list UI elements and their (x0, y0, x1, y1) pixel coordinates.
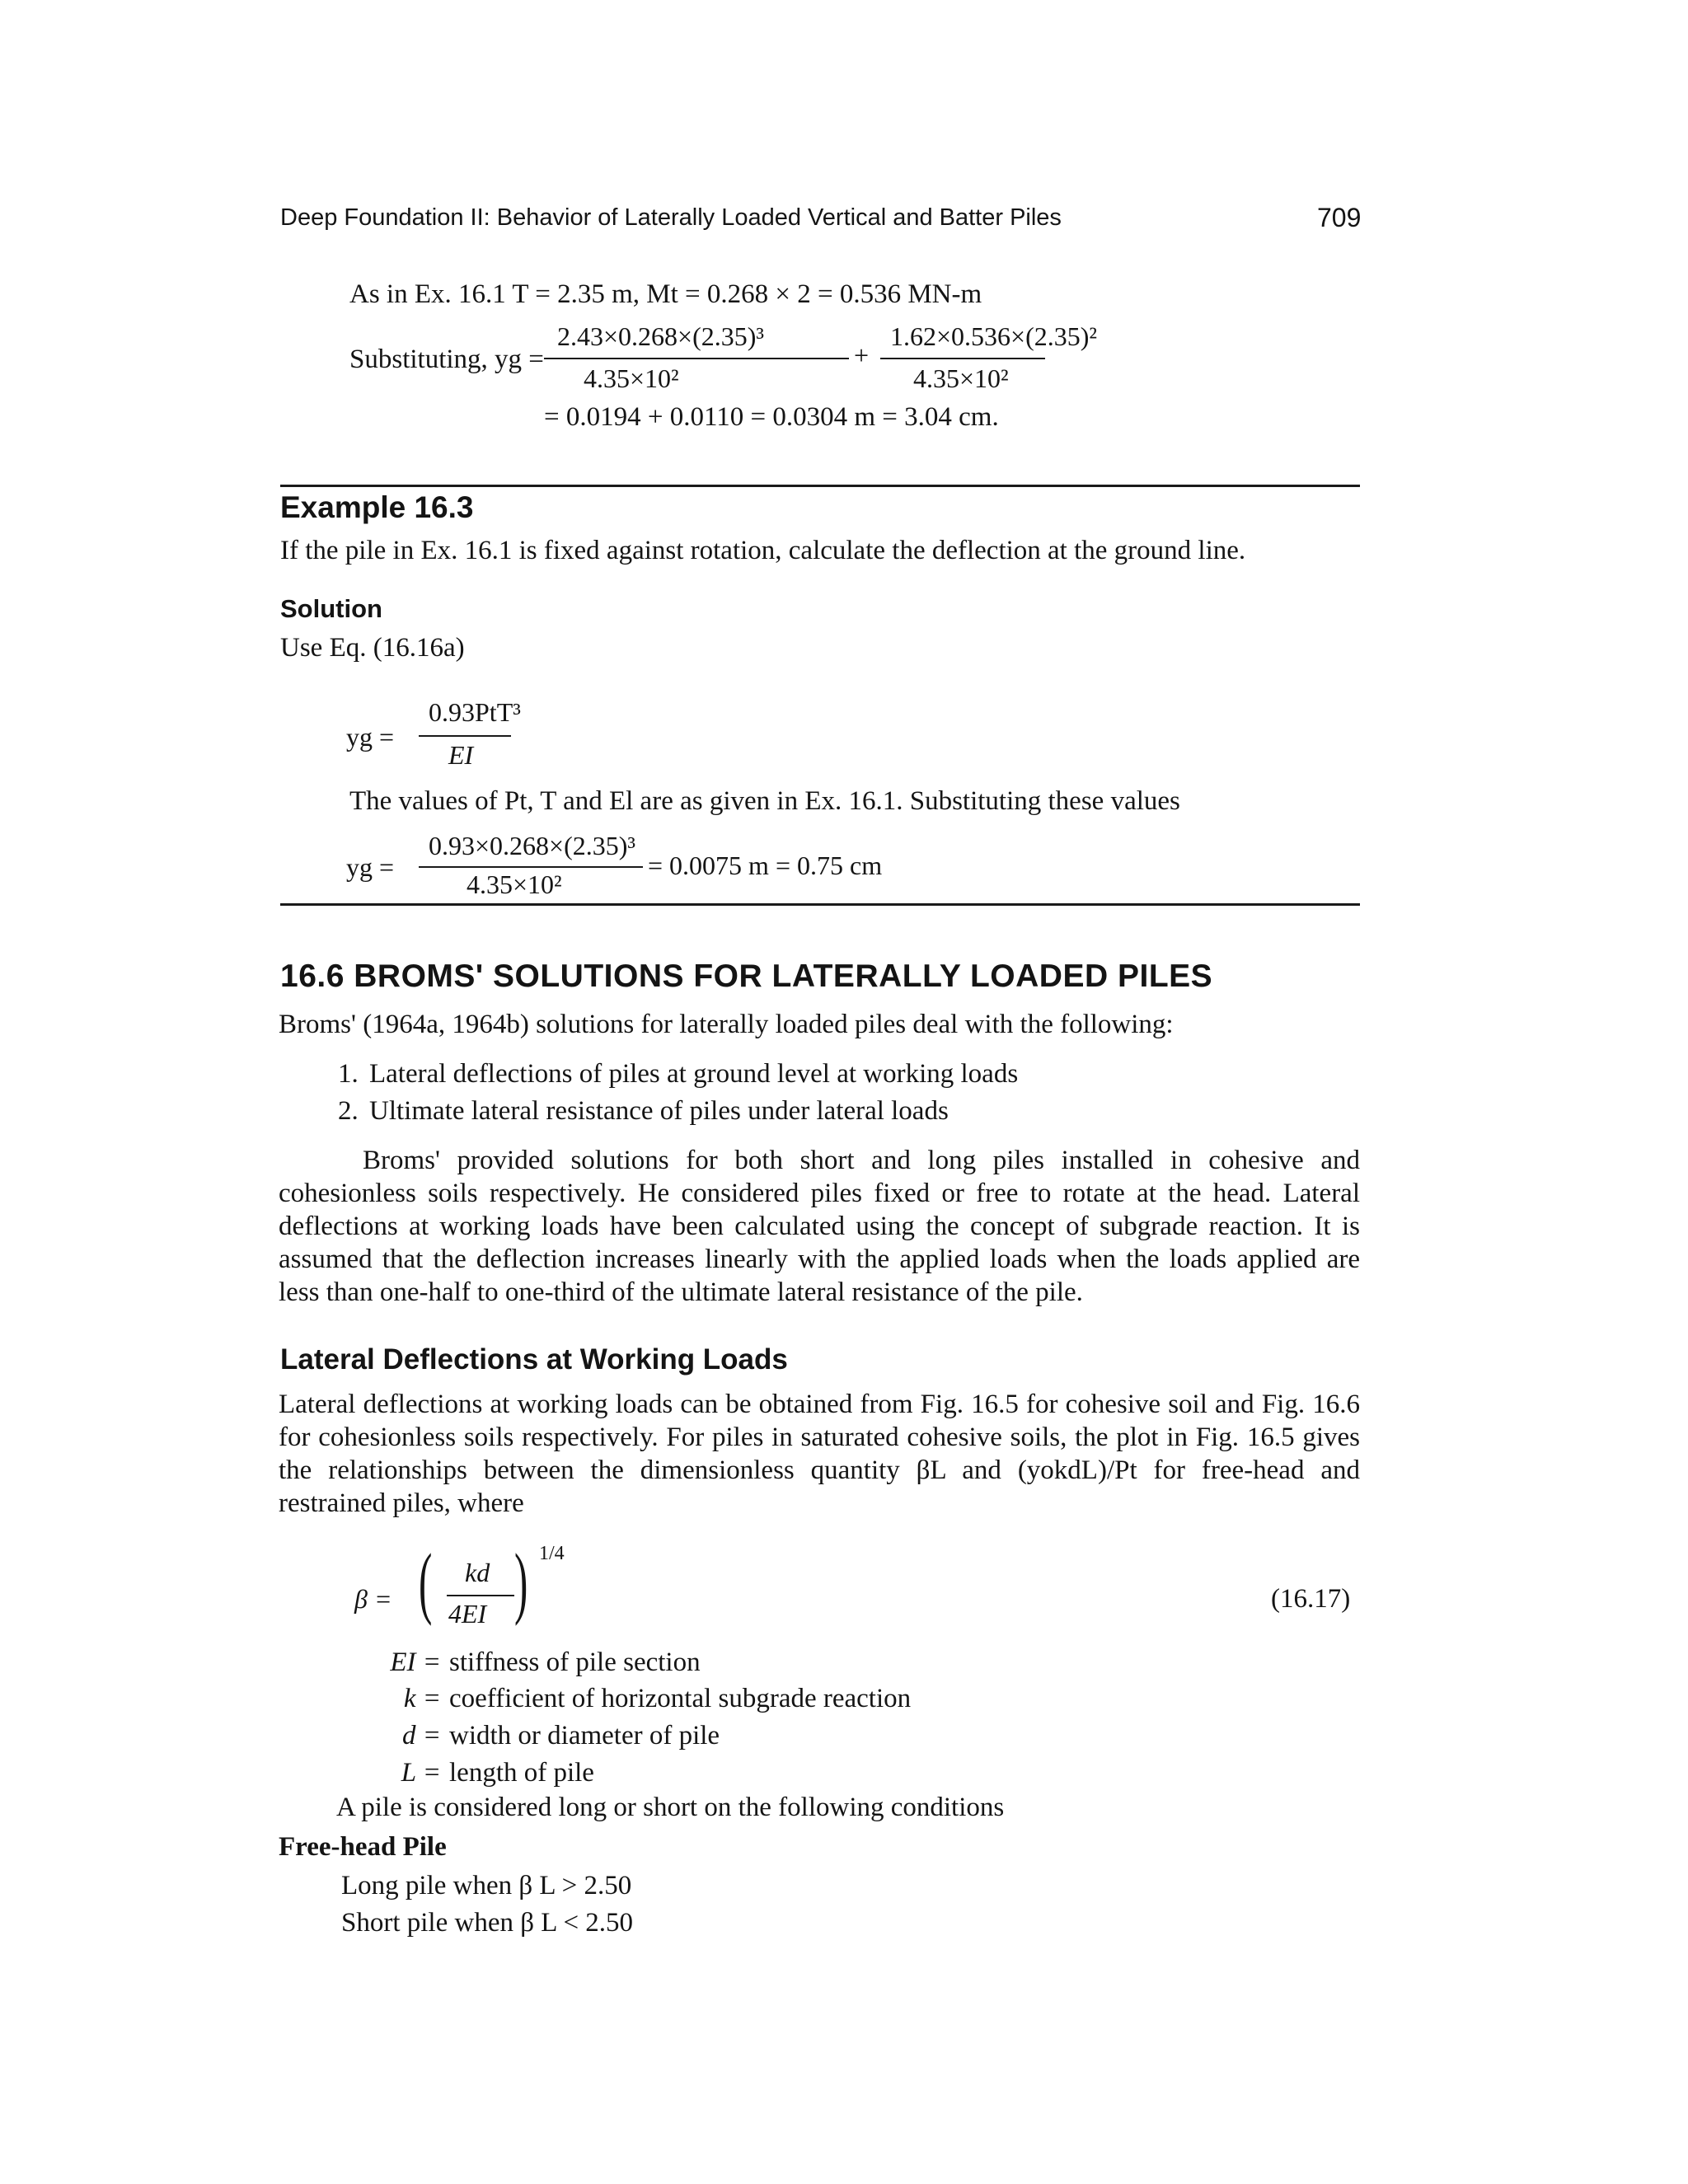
def-3-text: width or diameter of pile (449, 1721, 720, 1750)
example-statement: If the pile in Ex. 16.1 is fixed against rotation, calculate the deflection at the ground line. (280, 536, 1246, 565)
left-paren: ( (419, 1538, 433, 1627)
equation-number: (16.17) (1271, 1584, 1351, 1614)
fraction-1-numerator: 2.43×0.268×(2.35)³ (557, 321, 764, 351)
fraction-2-denominator: 4.35×10² (913, 363, 1009, 393)
eq2-bar (419, 866, 643, 868)
calc-result: = 0.0194 + 0.0110 = 0.0304 m = 3.04 cm. (544, 402, 999, 432)
eq2-lhs: yg = (346, 852, 395, 882)
subsection-paragraph: Lateral deflections at working loads can be obtained from Fig. 16.5 for cohesive soil and Fig. 16.6 for cohesionless soils respectively. For piles in saturated cohesive soils, the plot in Fig. 16.5 gives the relationships between the dimensionless quantity βL and (yokdL)/Pt for free-head and restrained piles, where (279, 1390, 1360, 1518)
fraction-2-bar (880, 358, 1045, 359)
eq2-numerator: 0.93×0.268×(2.35)³ (429, 831, 635, 860)
def-1-symbol: EI = (390, 1647, 441, 1677)
def-4-text: length of pile (449, 1758, 594, 1788)
list-item-1-number: 1. (338, 1059, 359, 1089)
fraction-1-bar (544, 358, 849, 359)
def-1-text: stiffness of pile section (449, 1647, 701, 1677)
long-pile-condition: Long pile when β L > 2.50 (341, 1871, 632, 1900)
eq1-lhs: yg = (346, 722, 395, 752)
eq2-denominator: 4.35×10² (467, 869, 562, 899)
fraction-2-numerator: 1.62×0.536×(2.35)² (890, 321, 1097, 351)
eq1-denominator: EI (448, 740, 474, 770)
short-pile-condition: Short pile when β L < 2.50 (341, 1908, 634, 1938)
broms-paragraph: Broms' provided solutions for both short and long piles installed in cohesive and cohesionless soils respectively. He considered piles fixed or free to rotate at the head. Lateral deflections at working loads have been calculated using the concept of subgrade reaction. It is assumed that the deflection increases linearly with the applied loads when the loads applied are less than one-half to one-third of the ultimate lateral resistance of the pile. (279, 1146, 1360, 1307)
substituting-label: Substituting, yg = (349, 344, 544, 374)
plus-sign: + (854, 340, 870, 370)
fraction-1-denominator: 4.35×10² (584, 363, 679, 393)
beta-eq-lhs: β = (354, 1584, 392, 1614)
eq2-result: = 0.0075 m = 0.75 cm (648, 851, 883, 880)
beta-eq-denominator: 4EI (448, 1599, 487, 1629)
example-bottom-rule (280, 903, 1360, 906)
use-equation: Use Eq. (16.16a) (280, 633, 465, 663)
page-number: 709 (1317, 203, 1362, 232)
eq1-bar (419, 735, 511, 737)
example-top-rule (280, 485, 1360, 487)
example-title: Example 16.3 (280, 490, 474, 524)
right-paren: ) (514, 1538, 528, 1627)
calc-line-1: As in Ex. 16.1 T = 2.35 m, Mt = 0.268 × 2 = 0.536 MN-m (349, 279, 982, 309)
beta-eq-bar (447, 1595, 514, 1596)
condition-text: A pile is considered long or short on the following conditions (336, 1793, 1005, 1822)
def-4-symbol: L = (401, 1758, 441, 1788)
eq1-numerator: 0.93PtT³ (429, 697, 521, 727)
list-item-2-text: Ultimate lateral resistance of piles under lateral loads (369, 1096, 949, 1126)
def-2-text: coefficient of horizontal subgrade reaction (449, 1684, 912, 1713)
free-head-title: Free-head Pile (279, 1832, 447, 1862)
values-text: The values of Pt, T and El are as given in Ex. 16.1. Substituting these values (349, 786, 1180, 816)
beta-eq-numerator: kd (465, 1558, 490, 1587)
list-item-2-number: 2. (338, 1096, 359, 1126)
subsection-title: Lateral Deflections at Working Loads (280, 1343, 788, 1376)
beta-eq-exponent: 1/4 (539, 1543, 565, 1564)
section-intro: Broms' (1964a, 1964b) solutions for laterally loaded piles deal with the following: (279, 1010, 1174, 1039)
def-3-symbol: d = (401, 1721, 441, 1750)
section-title: 16.6 BROMS' SOLUTIONS FOR LATERALLY LOADED PILES (280, 958, 1213, 994)
solution-label: Solution (280, 594, 382, 623)
def-2-symbol: k = (403, 1684, 441, 1713)
running-header: Deep Foundation II: Behavior of Laterally Loaded Vertical and Batter Piles (280, 204, 1062, 231)
list-item-1-text: Lateral deflections of piles at ground level at working loads (369, 1059, 1019, 1089)
